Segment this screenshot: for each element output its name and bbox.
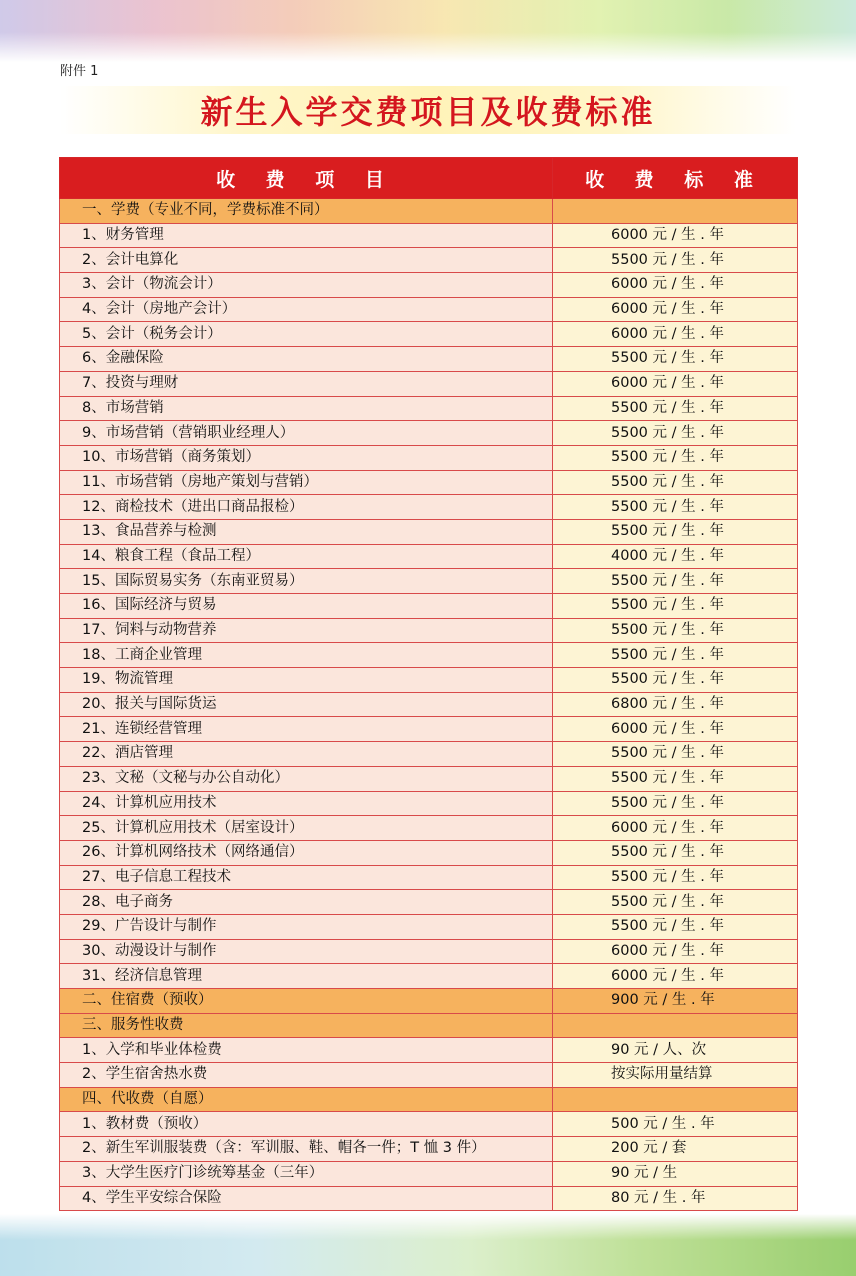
fee-standard-cell: 5500 元 / 生 . 年 <box>553 470 798 495</box>
fee-standard-cell: 5500 元 / 生 . 年 <box>553 791 798 816</box>
fee-standard-cell: 5500 元 / 生 . 年 <box>553 421 798 446</box>
fee-standard-cell: 5500 元 / 生 . 年 <box>553 668 798 693</box>
fee-standard-cell: 5500 元 / 生 . 年 <box>553 766 798 791</box>
fee-item-cell: 4、会计（房地产会计） <box>60 297 553 322</box>
table-row <box>60 347 798 372</box>
fee-item-cell: 25、计算机应用技术（居室设计） <box>60 816 553 841</box>
fee-item-cell: 21、连锁经营管理 <box>60 717 553 742</box>
table-row <box>60 742 798 767</box>
fee-standard-cell: 6000 元 / 生 . 年 <box>553 816 798 841</box>
fee-item-cell: 7、投资与理财 <box>60 371 553 396</box>
fee-standard-cell <box>553 1087 798 1112</box>
fee-standard-cell <box>553 1013 798 1038</box>
fee-standard-cell: 5500 元 / 生 . 年 <box>553 914 798 939</box>
table-row <box>60 1161 798 1186</box>
title-banner <box>60 86 796 134</box>
table-row <box>60 1137 798 1162</box>
fee-standard-cell: 80 元 / 生 . 年 <box>553 1186 798 1211</box>
fee-standard-cell: 按实际用量结算 <box>553 1063 798 1088</box>
table-row <box>60 865 798 890</box>
fee-item-cell: 11、市场营销（房地产策划与营销） <box>60 470 553 495</box>
fee-standard-cell: 5500 元 / 生 . 年 <box>553 445 798 470</box>
fee-item-cell: 8、市场营销 <box>60 396 553 421</box>
fee-table-body <box>60 199 798 1211</box>
table-row <box>60 791 798 816</box>
fee-standard-cell: 5500 元 / 生 . 年 <box>553 569 798 594</box>
table-row <box>60 643 798 668</box>
fee-item-cell: 23、文秘（文秘与办公自动化） <box>60 766 553 791</box>
fee-item-cell: 四、代收费（自愿） <box>60 1087 553 1112</box>
fee-item-cell: 19、物流管理 <box>60 668 553 693</box>
table-row <box>60 544 798 569</box>
fee-item-cell: 18、工商企业管理 <box>60 643 553 668</box>
fee-item-cell: 2、学生宿舍热水费 <box>60 1063 553 1088</box>
table-row <box>60 371 798 396</box>
table-row <box>60 964 798 989</box>
fee-standard-cell: 6000 元 / 生 . 年 <box>553 371 798 396</box>
decorative-bottom-banner <box>0 1214 856 1276</box>
fee-item-cell: 5、会计（税务会计） <box>60 322 553 347</box>
table-row <box>60 890 798 915</box>
fee-standard-cell: 6000 元 / 生 . 年 <box>553 297 798 322</box>
table-row <box>60 840 798 865</box>
fee-item-cell: 3、会计（物流会计） <box>60 273 553 298</box>
fee-standard-cell: 200 元 / 套 <box>553 1137 798 1162</box>
decorative-top-banner <box>0 0 856 62</box>
fee-item-cell: 29、广告设计与制作 <box>60 914 553 939</box>
fee-standard-cell: 5500 元 / 生 . 年 <box>553 519 798 544</box>
table-row <box>60 618 798 643</box>
table-row <box>60 421 798 446</box>
fee-item-cell: 26、计算机网络技术（网络通信） <box>60 840 553 865</box>
table-row <box>60 248 798 273</box>
fee-item-cell: 10、市场营销（商务策划） <box>60 445 553 470</box>
fee-standard-cell: 5500 元 / 生 . 年 <box>553 618 798 643</box>
table-row <box>60 1038 798 1063</box>
fee-table <box>59 157 798 1211</box>
fee-standard-cell: 6000 元 / 生 . 年 <box>553 273 798 298</box>
table-row <box>60 594 798 619</box>
fee-standard-cell: 6000 元 / 生 . 年 <box>553 223 798 248</box>
fee-item-cell: 三、服务性收费 <box>60 1013 553 1038</box>
fee-item-cell: 28、电子商务 <box>60 890 553 915</box>
fee-standard-cell: 5500 元 / 生 . 年 <box>553 742 798 767</box>
fee-standard-cell: 5500 元 / 生 . 年 <box>553 347 798 372</box>
fee-standard-cell: 6000 元 / 生 . 年 <box>553 717 798 742</box>
table-row <box>60 766 798 791</box>
table-row <box>60 717 798 742</box>
fee-item-cell: 14、粮食工程（食品工程） <box>60 544 553 569</box>
fee-standard-cell: 5500 元 / 生 . 年 <box>553 643 798 668</box>
table-row <box>60 914 798 939</box>
category-row <box>60 1013 798 1038</box>
table-row <box>60 1063 798 1088</box>
fee-standard-cell: 5500 元 / 生 . 年 <box>553 865 798 890</box>
fee-item-cell: 1、教材费（预收） <box>60 1112 553 1137</box>
fee-standard-cell: 5500 元 / 生 . 年 <box>553 495 798 520</box>
fee-item-cell: 31、经济信息管理 <box>60 964 553 989</box>
fee-item-cell: 20、报关与国际货运 <box>60 692 553 717</box>
fee-item-cell: 4、学生平安综合保险 <box>60 1186 553 1211</box>
table-row <box>60 297 798 322</box>
table-row <box>60 445 798 470</box>
category-row <box>60 199 798 224</box>
fee-item-cell: 1、财务管理 <box>60 223 553 248</box>
fee-item-cell: 27、电子信息工程技术 <box>60 865 553 890</box>
fee-item-cell: 16、国际经济与贸易 <box>60 594 553 619</box>
fee-item-cell: 17、饲料与动物营养 <box>60 618 553 643</box>
fee-standard-cell: 900 元 / 生 . 年 <box>553 989 798 1014</box>
attachment-label: 附件 1 <box>60 64 99 79</box>
category-row <box>60 1087 798 1112</box>
fee-standard-cell: 6000 元 / 生 . 年 <box>553 322 798 347</box>
fee-item-cell: 6、金融保险 <box>60 347 553 372</box>
fee-item-cell: 22、酒店管理 <box>60 742 553 767</box>
fee-standard-cell: 5500 元 / 生 . 年 <box>553 840 798 865</box>
fee-item-cell: 1、入学和毕业体检费 <box>60 1038 553 1063</box>
fee-item-cell: 13、食品营养与检测 <box>60 519 553 544</box>
fee-standard-cell: 5500 元 / 生 . 年 <box>553 248 798 273</box>
fee-standard-cell: 90 元 / 人、次 <box>553 1038 798 1063</box>
fee-item-cell: 2、会计电算化 <box>60 248 553 273</box>
table-row <box>60 1112 798 1137</box>
table-row <box>60 223 798 248</box>
table-row <box>60 322 798 347</box>
fee-item-cell: 9、市场营销（营销职业经理人） <box>60 421 553 446</box>
table-row <box>60 1186 798 1211</box>
fee-item-cell: 2、新生军训服装费（含：军训服、鞋、帽各一件；T 恤 3 件） <box>60 1137 553 1162</box>
fee-item-cell: 24、计算机应用技术 <box>60 791 553 816</box>
fee-standard-cell: 90 元 / 生 <box>553 1161 798 1186</box>
fee-item-cell: 一、学费（专业不同，学费标准不同） <box>60 199 553 224</box>
table-row <box>60 519 798 544</box>
fee-standard-cell: 5500 元 / 生 . 年 <box>553 594 798 619</box>
table-row <box>60 939 798 964</box>
table-row <box>60 569 798 594</box>
fee-item-cell: 15、国际贸易实务（东南亚贸易） <box>60 569 553 594</box>
table-row <box>60 668 798 693</box>
table-row <box>60 692 798 717</box>
fee-item-cell: 12、商检技术（进出口商品报检） <box>60 495 553 520</box>
fee-standard-cell: 6000 元 / 生 . 年 <box>553 964 798 989</box>
fee-standard-cell: 6800 元 / 生 . 年 <box>553 692 798 717</box>
page-title: 新生入学交费项目及收费标准 <box>200 93 656 131</box>
table-row <box>60 495 798 520</box>
fee-item-cell: 30、动漫设计与制作 <box>60 939 553 964</box>
header-standard: 收 费 标 准 <box>553 158 798 199</box>
fee-standard-cell: 6000 元 / 生 . 年 <box>553 939 798 964</box>
fee-standard-cell <box>553 199 798 224</box>
table-row <box>60 273 798 298</box>
fee-standard-cell: 5500 元 / 生 . 年 <box>553 396 798 421</box>
fee-standard-cell: 4000 元 / 生 . 年 <box>553 544 798 569</box>
fee-item-cell: 3、大学生医疗门诊统筹基金（三年） <box>60 1161 553 1186</box>
header-item: 收 费 项 目 <box>60 158 553 199</box>
table-header-row <box>60 158 798 199</box>
fee-standard-cell: 500 元 / 生 . 年 <box>553 1112 798 1137</box>
category-row <box>60 989 798 1014</box>
table-row <box>60 816 798 841</box>
fee-standard-cell: 5500 元 / 生 . 年 <box>553 890 798 915</box>
table-row <box>60 396 798 421</box>
fee-item-cell: 二、住宿费（预收） <box>60 989 553 1014</box>
table-row <box>60 470 798 495</box>
